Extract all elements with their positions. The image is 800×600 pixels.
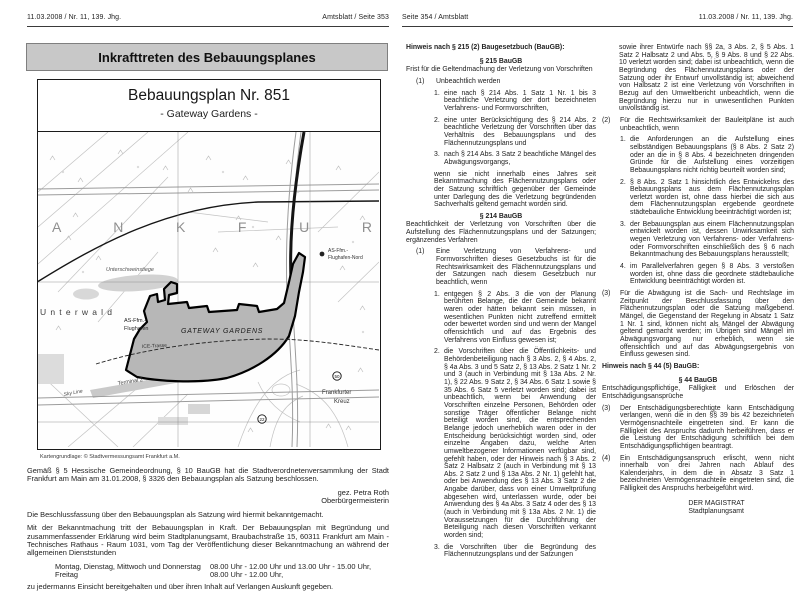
signature-name: gez. Petra Roth (337, 487, 389, 497)
junction-dot-icon (320, 252, 325, 257)
legal-list-item (620, 221, 794, 259)
legal-paragraph (602, 290, 794, 359)
paragraph-marker: (2) (602, 116, 611, 124)
office-hours-days: Montag, Dienstag, Mittwoch und Donnerstag (55, 561, 201, 571)
hinweis-44-heading: Hinweis nach § 44 (5) BauGB: (602, 362, 700, 370)
resolution-paragraph: Gemäß § 5 Hessische Gemeindeordnung, § 10 BauGB hat die Stadtverordnetenversammlung der Stadt Frankfurt am Main am 31.01.2008, § 3326 den Bebauungsplan als Satzung beschlossen. (27, 466, 389, 484)
item-marker: 3. (434, 543, 440, 551)
law-215-subtitle: Frist für die Geltendmachung der Verletzung von Vorschriften (406, 66, 593, 74)
plan-number-title: Bebauungsplan Nr. 851 (127, 87, 291, 104)
legal-list-item (434, 544, 596, 559)
item-text: die Vorschriften über die Öffentlichkeits- und Behördenbeteiligung nach § 3 Abs. 2, § 4 Abs. 2, § 4a Abs. 3 und 5 Satz 2, § 13 Abs. 2 Satz 1 Nr. 2 und 3 (auch in Verbindung mit § 13a Abs. 2 Nr. 1), § 22 Abs. 9 Satz 2, § 34 Abs. 6 Satz 1 sowie § 35 Abs. 6 Satz 5 verletzt worden sind; dabei ist unbeachtlich, wenn bei Anwendung der Vorschriften einzelne Personen, Behörden oder sonstige Träger öffentlicher Belange nicht beteiligt worden sind, die entsprechenden Belange jedoch unerheblich waren oder in der Entscheidung berücksichtigt worden sind, oder einzelne Angaben dazu, welche Arten umweltbezogener Informationen verfügbar sind, gefehlt haben, oder der Hinweis nach § 3 Abs. 2 Satz 2 Halbsatz 2 (auch in Verbindung mit § 13 Abs. 2 Satz 2 und § 13a Abs. 2 Nr. 1) gefehlt hat, oder bei Anwendung des § 13 Abs. 3 Satz 2 die Angabe darüber, dass von einer Umweltprüfung abgesehen wird, unterlassen wurde, oder bei Anwendung des § 4a Abs. 3 Satz 4 oder des § 13 (auch in Verbindung mit § 13a Abs. 2 Nr. 1) die Voraussetzungen für die Durchführung der Beteiligung nach diesen Vorschriften verkannt worden sind; (444, 348, 596, 540)
legal-list-item (434, 90, 596, 113)
item-text: der Bebauungsplan aus einem Flächennutzungsplan entwickelt worden ist, dessen Unwirksamkeit sich wegen Verletzung von Verfahrens- oder Verfahrens- oder Formvorschriften einschließlich des § 6 nach Bekanntmachung des Bebauungsplans herausstellt; (630, 220, 794, 259)
unterwald-label: Unterwald (40, 307, 112, 317)
item-marker: 3. (434, 151, 440, 159)
pond-area-small (73, 289, 99, 300)
effective-paragraph: Mit der Bekanntmachung tritt der Bebauungsplan in Kraft. Der Bebauungsplan mit Begründung und zusammenfassender Erklärung wird beim Stadtplanungsamt, Braubachstraße 15, 60311 Frankfurt am Main - Technisches Rathaus - Raum 1031, vom Tag der Veröffentlichung dieser Bekanntmachung an während der allgemeinen Dienststunden (27, 523, 389, 558)
item-text: die Vorschriften über die Begründung des Flächennutzungsplans und der Satzungen (444, 543, 596, 559)
continuation-text: sowie ihrer Entwürfe nach §§ 2a, 3 Abs. 2, § 5 Abs. 1 Satz 2 Halbsatz 2 und Abs. 5, § 9 Abs. 8 und § 22 Abs. 10 verletzt worden sind; dabei ist unbeachtlich, wenn die Begründung des Flächennutzungsplans oder der Satzung oder ihr Entwurf unvollständig ist; abweichend von Halbsatz 2 ist eine Verletzung von Vorschriften in Bezug auf den Umweltbericht unbeachtlich, wenn die Begründung hierzu nur in unwesentlichen Punkten unvollständig ist. (619, 44, 794, 113)
left-header-date: 11.03.2008 / Nr. 11, 139. Jhg. (27, 14, 122, 21)
left-header-page: Amtsblatt / Seite 353 (322, 14, 389, 21)
built-area-block (188, 404, 210, 414)
as-nord-label-1: AS-Ffm.- (328, 248, 348, 254)
item-marker: 2. (620, 178, 626, 186)
office-hours-table (55, 563, 389, 580)
plan-map-header (38, 80, 380, 132)
item-text: eine nach § 214 Abs. 1 Satz 1 Nr. 1 bis 3 beachtliche Verletzung der dort bezeichneten Verfahrens- und Formvorschriften, (444, 89, 596, 112)
right-header-page: Seite 354 / Amtsblatt (402, 14, 469, 21)
paragraph-text: Für die Rechtswirksamkeit der Bauleitpläne ist auch unbeachtlich, wenn (620, 116, 794, 132)
paragraph-marker: (3) (602, 404, 611, 412)
signature-block (27, 489, 389, 506)
law-44-subtitle: Entschädigungspflichtige, Fälligkeit und Erlöschen der Entschädigungsansprüche (602, 385, 794, 400)
item-marker: 3. (620, 220, 626, 228)
legal-paragraph (602, 117, 794, 132)
item-text: § 8 Abs. 2 Satz 1 hinsichtlich des Entwickelns des Bebauungsplans aus dem Flächennutzungsplan verletzt worden ist, ohne dass hierbei die sich aus dem Flächennutzungsplan ergebende geordnete städtebauliche Entwicklung beeinträchtigt worden ist; (630, 178, 794, 217)
frankfurter-kreuz-label-2: Kreuz (334, 399, 350, 405)
gateway-gardens-label: GATEWAY GARDENS (181, 328, 264, 335)
legal-list-item (434, 151, 596, 166)
office-hours-times: 08.00 Uhr - 12.00 Uhr und 13.00 Uhr - 15.00 Uhr, (210, 561, 372, 571)
legal-list-item (620, 179, 794, 217)
legal-list-item (434, 291, 596, 345)
built-area-block (158, 417, 188, 425)
item-text: entgegen § 2 Abs. 3 die von der Planung berührten Belange, die der Gemeinde bekannt waren oder hätten bekannt sein müssen, in wesentlichen Punkten nicht zutreffend ermittelt oder bewertet worden sind und wenn der Mangel offensichtlich und auf das Ergebnis des Verfahrens von Einfluss gewesen ist; (444, 290, 596, 344)
paragraph-marker: (1) (416, 248, 425, 256)
right-page-header (402, 14, 793, 21)
announcement-paragraph: Die Beschlussfassung über den Bebauungsplan als Satzung wird hiermit bekanntgemacht. (27, 510, 324, 520)
legal-text-column-left (406, 44, 596, 563)
law-214-title: § 214 BauGB (479, 212, 523, 220)
route-badge-50-number: 50 (334, 374, 340, 379)
city-name-letters: A N K F U R (52, 219, 372, 235)
law-214-subtitle: Beachtlichkeit der Verletzung von Vorschriften über die Aufstellung des Flächennutzungsplans und der Satzungen; ergänzendes Verfahren (406, 221, 596, 244)
law-44-title: § 44 BauGB (678, 376, 718, 384)
item-marker: 2. (434, 116, 440, 124)
item-text: die Anforderungen an die Aufstellung eines selbständigen Bebauungsplans (§ 8 Abs. 2 Satz 2) oder an die in § 8 Abs. 4 bezeichneten dringenden Gründe für die Aufstellung eines vorzeitigen Bebauungsplans nicht richtig beurteilt worden sind; (630, 136, 794, 174)
legal-paragraph (406, 78, 596, 86)
frankfurter-kreuz-label-1: Frankfurter (322, 390, 352, 396)
item-marker: 1. (434, 89, 440, 97)
office-hours-times: 08.00 Uhr - 12.00 Uhr, (210, 569, 284, 579)
continuation-text: wenn sie nicht innerhalb eines Jahres seit Bekanntmachung des Flächennutzungsplans oder der Satzung schriftlich gegenüber der Gemeinde unter Darlegung des die Verletzung begründenden Sachverhalts geltend gemacht worden sind. (434, 170, 596, 209)
item-marker: 2. (434, 348, 440, 356)
article-title-bar (26, 43, 388, 71)
paragraph-text: Eine Verletzung von Verfahrens- und Formvorschriften dieses Gesetzbuchs ist für die Rechtswirksamkeit des Flächennutzungsplans und der Satzungen nach diesem Gesetzbuch nur beachtlich, wenn (436, 248, 596, 287)
legal-paragraph (602, 405, 794, 451)
terminal2-label: Terminal 2 (117, 377, 144, 387)
article-title: Inkrafttreten des Bebauungsplanes (98, 49, 316, 65)
route-badge-22-number: 22 (259, 417, 265, 422)
built-area-block (38, 354, 64, 384)
paragraph-marker: (1) (416, 77, 425, 85)
plan-name-subtitle: - Gateway Gardens - (160, 108, 258, 120)
paragraph-text: Unbeachtlich werden (436, 77, 501, 85)
city-map (38, 132, 379, 447)
signature-title: Oberbürgermeisterin (321, 495, 389, 505)
as-flughafen-label-1: AS-Ffm.- (124, 318, 146, 324)
office-hours-days: Freitag (55, 569, 79, 579)
as-nord-label-2: Flughafen-Nord (328, 255, 363, 261)
left-page-body (27, 467, 389, 597)
left-header-rule (27, 26, 389, 27)
legal-text-column-right (602, 44, 794, 516)
sky-line-label: Sky Line (63, 388, 84, 398)
right-header-date: 11.03.2008 / Nr. 11, 139. Jhg. (698, 14, 793, 21)
legal-list-item (620, 136, 794, 174)
item-text: im Parallelverfahren gegen § 8 Abs. 3 verstoßen worden ist, ohne dass die geordnete städtebauliche Entwicklung beeinträchtigt worden ist. (630, 263, 794, 286)
item-marker: 4. (620, 263, 626, 271)
legal-list-item (620, 263, 794, 286)
legal-list-item (434, 117, 596, 148)
paragraph-text: Für die Abwägung ist die Sach- und Rechtslage im Zeitpunkt der Beschlussfassung über den Flächennutzungsplan oder die Satzung maßgebend. Mängel, die Gegenstand der Regelung in Absatz 1 Satz 1 Nr. 1 sind, können nicht als Mängel der Abwägung geltend gemacht werden; im Übrigen sind Mängel im Abwägungsvorgang nur erheblich, wenn sie offensichtlich und auf das Abwägungsergebnis von Einfluss gewesen sind. (620, 290, 794, 359)
ice-trasse-label: ICE-Trasse (141, 342, 168, 350)
map-source-caption: Kartengrundlage: © Stadtvermessungsamt Frankfurt a.M. (40, 454, 180, 460)
stadtplanungsamt-line: Stadtplanungsamt (688, 507, 744, 515)
plan-map-figure (37, 79, 381, 450)
paragraph-marker: (3) (602, 290, 611, 298)
paragraph-marker: (4) (602, 454, 611, 462)
hinweis-215-heading: Hinweis nach § 215 (2) Baugesetzbuch (BauGB): (406, 44, 565, 51)
unterschweinstiege-label: Unterschweinstiege (106, 267, 154, 273)
left-page-header (27, 14, 389, 21)
legal-paragraph (602, 455, 794, 493)
law-215-title: § 215 BauGB (479, 57, 523, 65)
inspection-paragraph: zu jedermanns Einsicht bereitgehalten und über ihren Inhalt auf Verlangen Auskunft gegeben. (27, 582, 334, 592)
right-header-rule (402, 26, 793, 27)
item-text: eine unter Berücksichtigung des § 214 Abs. 2 beachtliche Verletzung der Vorschriften über das Verhältnis des Bebauungsplans und des Flächennutzungsplans und (444, 116, 596, 147)
item-marker: 1. (620, 136, 626, 144)
magistrat-line: DER MAGISTRAT (688, 499, 745, 507)
paragraph-text: Der Entschädigungsberechtigte kann Entschädigung verlangen, wenn die in den §§ 39 bis 42 bezeichneten Vermögensnachteile eingetreten sind. Er kann die Fälligkeit des Anspruchs dadurch herbeiführen, dass er die Leistung der Entschädigung schriftlich bei dem Entschädigungspflichtigen beantragt. (620, 404, 794, 450)
magistrat-signature (688, 500, 794, 516)
as-flughafen-label-2: Flughafen (124, 326, 149, 332)
item-text: nach § 214 Abs. 3 Satz 2 beachtliche Mängel des Abwägungsvorgangs, (444, 151, 596, 166)
legal-paragraph (406, 248, 596, 286)
item-marker: 1. (434, 290, 440, 298)
paragraph-text: Ein Entschädigungsanspruch erlischt, wenn nicht innerhalb von drei Jahren nach Ablauf des Kalenderjahrs, in dem die in Absatz 3 Satz 1 bezeichneten Vermögensnachteile eingetreten sind, die Fälligkeit des Anspruchs herbeigeführt wird. (620, 454, 794, 493)
legal-list-item (434, 348, 596, 539)
